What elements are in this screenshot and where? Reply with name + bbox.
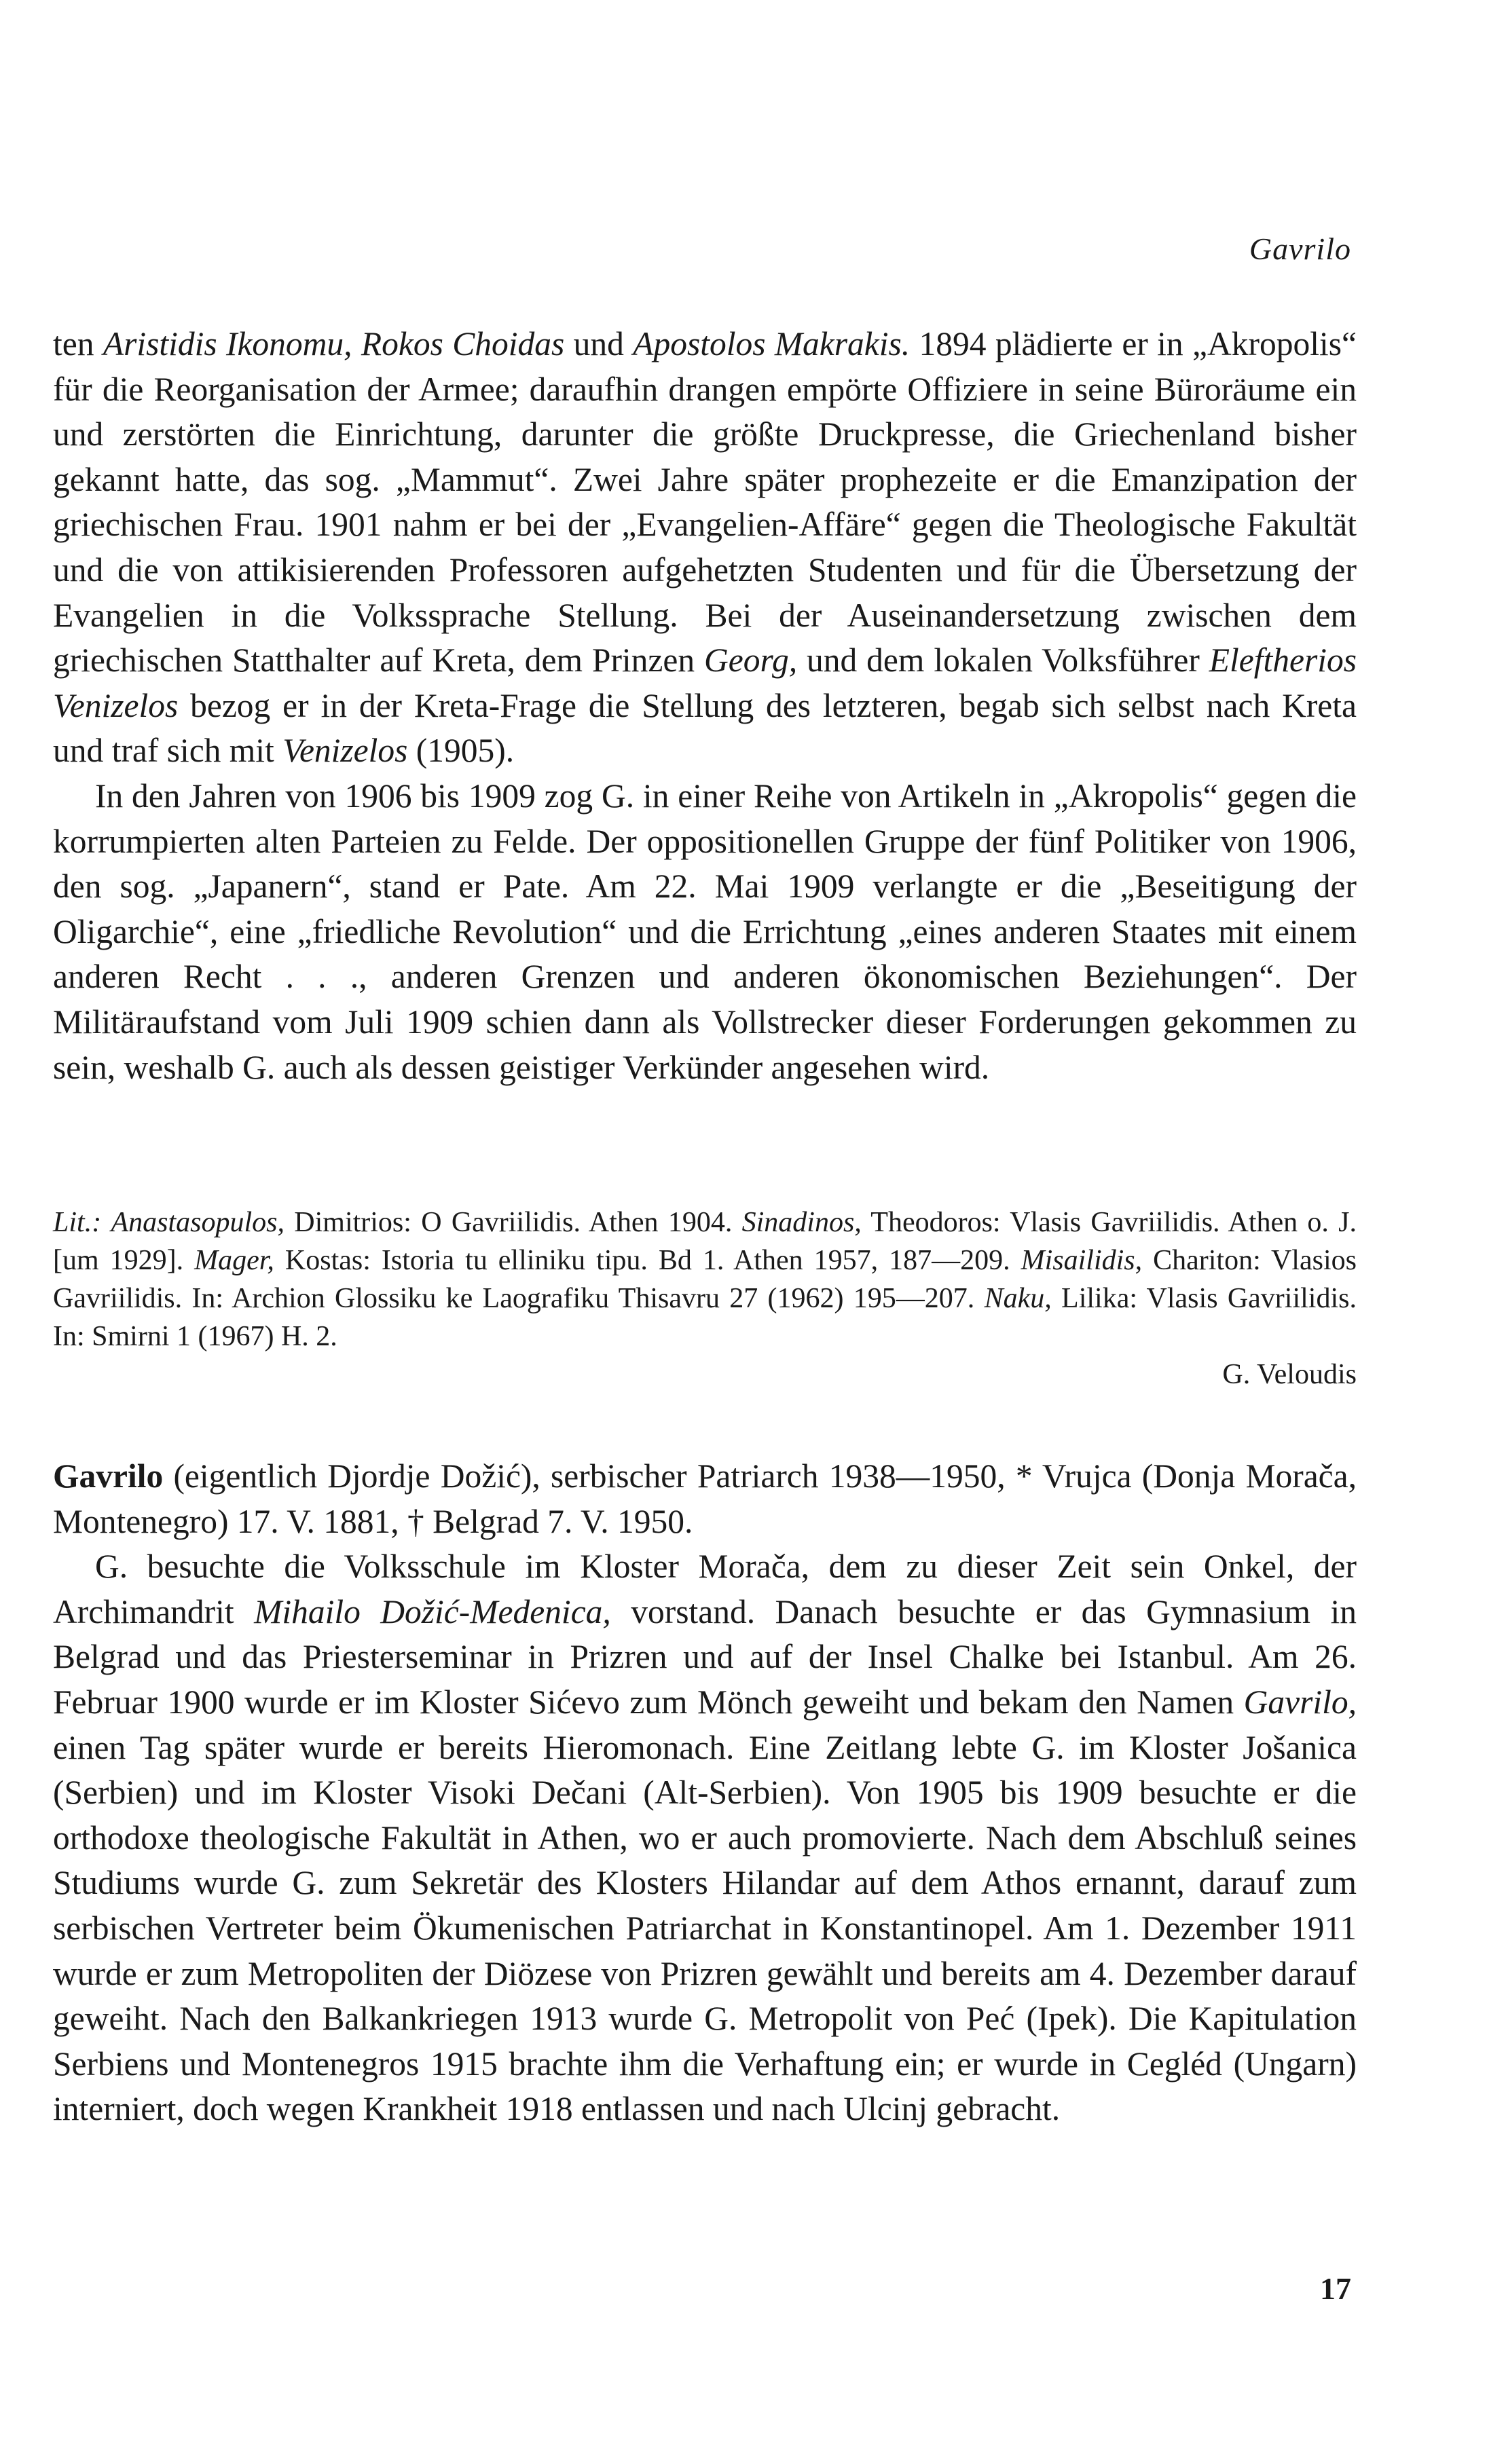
- italic-run: Anastasopulos,: [111, 1207, 284, 1238]
- italic-run: Mihailo Dožić-Medenica,: [254, 1592, 611, 1630]
- literature-section: [53, 1203, 1357, 1356]
- text-run: Theodoros: Vlasis Gavriilidis. Athen o. J. [um 1929].: [53, 1207, 1357, 1276]
- italic-run: Apostolos Makrakis.: [633, 325, 911, 362]
- text-run: Dimitrios: O Gavriilidis. Athen 1904.: [284, 1207, 742, 1238]
- italic-run: Mager,: [194, 1245, 274, 1276]
- italic-run: Eleftherios Venizelos: [53, 641, 1357, 724]
- text-run: Kostas: Istoria tu elliniku tipu. Bd 1. Athen 1957, 187—209.: [274, 1245, 1021, 1276]
- italic-run: Sinadinos,: [741, 1207, 862, 1238]
- italic-run: Gavrilo,: [1243, 1683, 1357, 1721]
- text-run: und: [564, 325, 633, 362]
- italic-run: Aristidis Ikonomu, Rokos Choidas: [103, 325, 565, 362]
- text-run: (1905).: [407, 732, 515, 770]
- text-run: (eigentlich Djordje Dožić), serbischer Patriarch 1938—1950, * Vrujca (Donja Morača, Montenegro) 17. V. 1881, † Belgrad 7. V. 1950.: [53, 1457, 1357, 1540]
- italic-run: Naku,: [984, 1283, 1052, 1314]
- italic-run: Venizelos: [282, 732, 408, 770]
- text-run: Lilika: Vlasis Gavriilidis. In: Smirni 1 (1967) H. 2.: [53, 1283, 1357, 1352]
- italic-run: Lit.:: [53, 1207, 102, 1238]
- entry-gavrilo: [53, 1454, 1357, 2132]
- literature-references: [53, 1203, 1357, 1356]
- paragraph: [53, 1544, 1357, 2132]
- text-run: [101, 1207, 111, 1238]
- entry-gavriilidis-continuation: [53, 322, 1357, 1090]
- text-run: einen Tag später wurde er bereits Hieromonach. Eine Zeitlang lebte G. im Kloster Jošanica (Serbien) und im Kloster Visoki Dečani (Alt-Serbien). Von 1905 bis 1909 besuchte er die orthodoxe theologische Fakultät in Athen, wo er auch promovierte. Nach dem Abschluß seines Studiums wurde G. zum Sekretär des Klosters Hilandar auf dem Athos ernannt, darauf zum serbischen Vertreter beim Ökumenischen Patriarchat in Konstantinopel. Am 1. Dezember 1911 wurde er zum Metropoliten der Diözese von Prizren gewählt und bereits am 4. Dezember darauf geweiht. Nach den Balkankriegen 1913 wurde G. Metropolit von Peć (Ipek). Die Kapitulation Serbiens und Montenegros 1915 brachte ihm die Verhaftung ein; er wurde in Cegléd (Ungarn) interniert, doch wegen Krankheit 1918 entlassen und nach Ulcinj gebracht.: [53, 1728, 1357, 2128]
- bold-run: Gavrilo: [53, 1457, 164, 1495]
- entry-heading-paragraph: [53, 1454, 1357, 1544]
- page-number: 17: [1320, 2271, 1351, 2306]
- author-signature: G. Veloudis: [1222, 1359, 1357, 1390]
- text-run: G. besuchte die Volksschule im Kloster Morača, dem zu dieser Zeit sein Onkel, der Archimandrit: [53, 1548, 1357, 1630]
- paragraph: [53, 774, 1357, 1090]
- text-run: und dem lokalen Volksführer: [797, 641, 1209, 679]
- text-run: Chariton: Vlasios Gavriilidis. In: Archion Glossiku ke Laografiku Thisavru 27 (1962) 195—207.: [53, 1245, 1357, 1314]
- italic-run: Georg,: [704, 641, 798, 679]
- running-head: Gavrilo: [1249, 231, 1351, 266]
- paragraph: [53, 322, 1357, 774]
- text-run: bezog er in der Kreta-Frage die Stellung des letzteren, begab sich selbst nach Kreta und traf sich mit: [53, 686, 1357, 770]
- text-run: 1894 plädierte er in „Akropolis“ für die Reorganisation der Armee; daraufhin drangen empörte Offiziere in seine Büroräume ein und zerstörten die Einrichtung, darunter die größte Druckpresse, die Griechenland bisher gekannt hatte, das sog. „Mammut“. Zwei Jahre später prophezeite er die Emanzipation der griechischen Frau. 1901 nahm er bei der „Evangelien-Affäre“ gegen die Theologische Fakultät und die von attikisierenden Professoren aufgehetzten Studenten und für die Übersetzung der Evangelien in die Volkssprache Stellung. Bei der Auseinandersetzung zwischen dem griechischen Statthalter auf Kreta, dem Prinzen: [53, 325, 1357, 679]
- italic-run: Misailidis,: [1021, 1245, 1143, 1276]
- text-run: In den Jahren von 1906 bis 1909 zog G. in einer Reihe von Artikeln in „Akropolis“ gegen die korrumpierten alten Parteien zu Felde. Der oppositionellen Gruppe der fünf Politiker von 1906, den sog. „Japanern“, stand er Pate. Am 22. Mai 1909 verlangte er die „Beseitigung der Oligarchie“, eine „friedliche Revolution“ und die Errichtung „eines anderen Staates mit einem anderen Recht . . ., anderen Grenzen und anderen ökonomischen Beziehungen“. Der Militäraufstand vom Juli 1909 schien dann als Vollstrecker dieser Forderungen gekommen zu sein, weshalb G. auch als dessen geistiger Verkünder angesehen wird.: [53, 777, 1357, 1086]
- text-run: ten: [53, 325, 103, 362]
- text-run: vorstand. Danach besuchte er das Gymnasium in Belgrad und das Priesterseminar in Prizren und auf der Insel Chalke bei Istanbul. Am 26. Februar 1900 wurde er im Kloster Sićevo zum Mönch geweiht und bekam den Namen: [53, 1592, 1357, 1721]
